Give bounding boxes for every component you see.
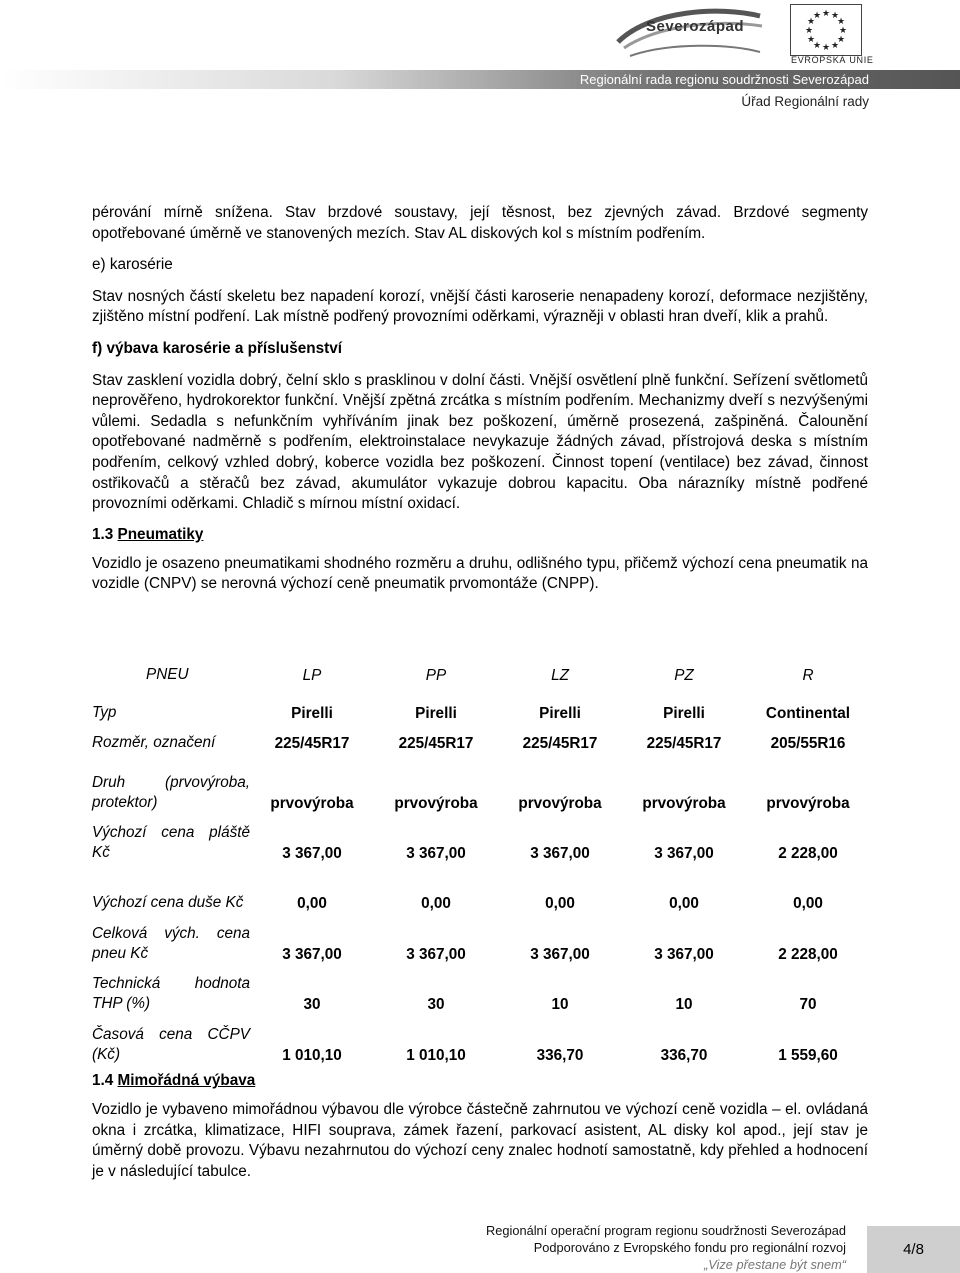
svg-text:★: ★	[836, 35, 846, 45]
section-number: 1.4	[92, 1072, 114, 1089]
table-row	[92, 723, 870, 753]
table-cell: 2 228,00	[778, 845, 838, 862]
footer-line: Podporováno z Evropského fondu pro regionální rozvoj	[533, 1240, 846, 1255]
row-label: Výchozí cena duše Kč	[92, 894, 244, 911]
table-cell: prvovýroba	[518, 795, 602, 812]
table-row	[92, 913, 870, 964]
header-cell: PP	[425, 667, 447, 684]
table-cell: prvovýroba	[270, 795, 354, 812]
table-cell: 0,00	[545, 895, 575, 912]
table-cell: 3 367,00	[530, 845, 590, 862]
table-row	[92, 964, 870, 1014]
table-cell: 0,00	[421, 895, 451, 912]
header-cell: LZ	[551, 667, 569, 684]
table-cell: 205/55R16	[770, 735, 846, 752]
header-bar-text: Regionální rada regionu soudržnosti Severozápad	[579, 72, 869, 87]
row-label: Výchozí cena pláště Kč	[92, 824, 250, 861]
table-row	[92, 753, 870, 813]
table-cell: Continental	[765, 705, 851, 722]
row-label: Technická hodnota THP (%)	[92, 975, 250, 1012]
table-cell: Pirelli	[663, 705, 705, 722]
paragraph-extra-equipment: Vozidlo je vybaveno mimořádnou výbavou dle výrobce částečně zahrnutou ve výchozí ceně vozidla – el. ovládaná okna i zrcátka, klimatizace, HIFI souprava, zámek řazení, parkovací asistent, AL disky kol apod., její stav je úměrný době provozu. Výbavu nezahrnutou do výchozí ceny znalec hodnotí samostatně, kdy přehled a hodnocení je v následující tabulce.	[92, 1101, 868, 1180]
table-cell: Pirelli	[415, 705, 457, 722]
footer-line: Regionální operační program regionu soudržnosti Severozápad	[486, 1223, 846, 1238]
table-cell: 10	[675, 996, 693, 1013]
svg-text:★: ★	[821, 43, 831, 53]
row-label: Druh (prvovýroba, protektor)	[92, 774, 250, 811]
table-cell: prvovýroba	[642, 795, 726, 812]
svg-text:★: ★	[806, 35, 816, 45]
table-cell: 225/45R17	[646, 735, 722, 752]
table-cell: 3 367,00	[654, 946, 714, 963]
document-body	[92, 203, 868, 595]
table-cell: prvovýroba	[394, 795, 478, 812]
table-cell: 3 367,00	[406, 845, 466, 862]
header-cell: R	[802, 667, 814, 684]
table-cell: 30	[303, 996, 321, 1013]
table-cell: 0,00	[669, 895, 699, 912]
table-cell: 3 367,00	[654, 845, 714, 862]
header-subtitle: Úřad Regionální rady	[741, 94, 869, 109]
table-cell: 70	[799, 996, 817, 1013]
table-cell: 1 559,60	[778, 1047, 838, 1064]
table-cell: 0,00	[297, 895, 327, 912]
table-cell: 1 010,10	[282, 1047, 342, 1064]
svg-text:★: ★	[812, 41, 822, 51]
table-cell: 30	[427, 996, 445, 1013]
table-cell: 3 367,00	[530, 946, 590, 963]
heading-f: f) výbava karosérie a příslušenství	[92, 339, 342, 357]
section-title-1-4	[92, 1072, 868, 1090]
table-cell: Pirelli	[539, 705, 581, 722]
table-cell: 10	[551, 996, 569, 1013]
svg-text:★: ★	[836, 17, 846, 27]
section-name: Mimořádná výbava	[117, 1072, 256, 1089]
table-row	[92, 685, 870, 723]
svg-text:★: ★	[830, 11, 840, 21]
section-1-4	[92, 1072, 868, 1182]
paragraph-equipment: Stav zasklení vozidla dobrý, čelní sklo s prasklinou v dolní části. Vnější osvětlení plně funkční. Seřízení světlometů neprověřeno, hydrokorektor funkční. Vnější zpětná zrcátka s místním podřením. Mechanizmy dveří s nezvýšenými vůlemi. Sedadla s nefunkčním vyhříváním jinak bez poškození, úměrně prosezená, zašpiněná. Čalounění opotřebované nadměrně s podřením, elektroinstalace nevykazuje žádných závad, přístrojová deska s místním podřením, celkový vzhled dobrý, koberce vozidla bez poškození. Činnost topení (ventilace) bez závad, činnost ostřikovačů a stěračů bez závad, akumulátor vykazuje dobrou kapacitu. Oba nárazníky místně podřené provozními oděrkami. Chladič s mírnou místní oxidací.	[92, 371, 868, 513]
svg-text:★: ★	[838, 26, 848, 36]
row-label: Rozměr, označení	[92, 734, 216, 751]
footer	[486, 1222, 846, 1273]
table-row	[92, 1014, 870, 1065]
heading-e: e) karosérie	[92, 256, 173, 274]
tyre-table	[92, 660, 870, 1065]
row-label: Typ	[92, 704, 117, 721]
table-cell: 336,70	[536, 1047, 584, 1064]
svg-text:★: ★	[804, 26, 814, 36]
table-cell: 225/45R17	[522, 735, 598, 752]
paragraph-brakes: pérování mírně snížena. Stav brzdové soustavy, její těsnost, bez zjevných závad. Brzdové segmenty opotřebované úměrně ve stanovených mezích. Stav AL diskových kol s místním podřením.	[92, 204, 868, 242]
table-cell: 1 010,10	[406, 1047, 466, 1064]
table-cell: 3 367,00	[282, 845, 342, 862]
header-cell: PNEU	[146, 666, 189, 683]
row-label: Časová cena CČPV (Kč)	[92, 1026, 250, 1063]
page-number: 4/8	[867, 1226, 960, 1273]
table-cell: 225/45R17	[274, 735, 350, 752]
svg-text:★: ★	[812, 11, 822, 21]
table-row	[92, 863, 870, 913]
header-cell: LP	[302, 667, 322, 684]
footer-slogan: „Vize přestane být snem“	[703, 1257, 846, 1272]
table-cell: 2 228,00	[778, 946, 838, 963]
table-cell: 3 367,00	[406, 946, 466, 963]
table-header-row	[92, 660, 870, 685]
section-number: 1.3	[92, 525, 114, 543]
table-row	[92, 813, 870, 863]
eu-label: EVROPSKÁ UNIE	[791, 55, 874, 65]
table-cell: 3 367,00	[282, 946, 342, 963]
paragraph-body: Stav nosných částí skeletu bez napadení korozí, vnější části karoserie nenapadeny korozí, deformace nezjištěny, zjištěno místní podření. Lak místně podřený provozními oděrkami, výrazněji v oblasti hran dveří, klik a prahů.	[92, 287, 868, 326]
table-cell: 225/45R17	[398, 735, 474, 752]
logo-text: Severozápad	[646, 18, 745, 35]
row-label: Celková vých. cena pneu Kč	[92, 925, 250, 962]
table-cell: prvovýroba	[766, 795, 850, 812]
table-cell: 0,00	[793, 895, 823, 912]
eu-flag-icon	[790, 4, 862, 56]
section-title-1-3	[92, 526, 868, 544]
svg-text:★: ★	[806, 17, 816, 27]
section-name: Pneumatiky	[117, 525, 204, 543]
table-cell: 336,70	[660, 1047, 708, 1064]
svg-text:★: ★	[830, 41, 840, 51]
table-cell: Pirelli	[291, 705, 333, 722]
header-bar	[0, 70, 960, 89]
header-cell: PZ	[674, 667, 694, 684]
svg-text:★: ★	[821, 9, 831, 19]
paragraph-tyres: Vozidlo je osazeno pneumatikami shodného rozměru a druhu, odlišného typu, přičemž výchozí cena pneumatik na vozidle (CNPV) se nerovná výchozí ceně pneumatik prvomontáže (CNPP).	[92, 554, 868, 593]
